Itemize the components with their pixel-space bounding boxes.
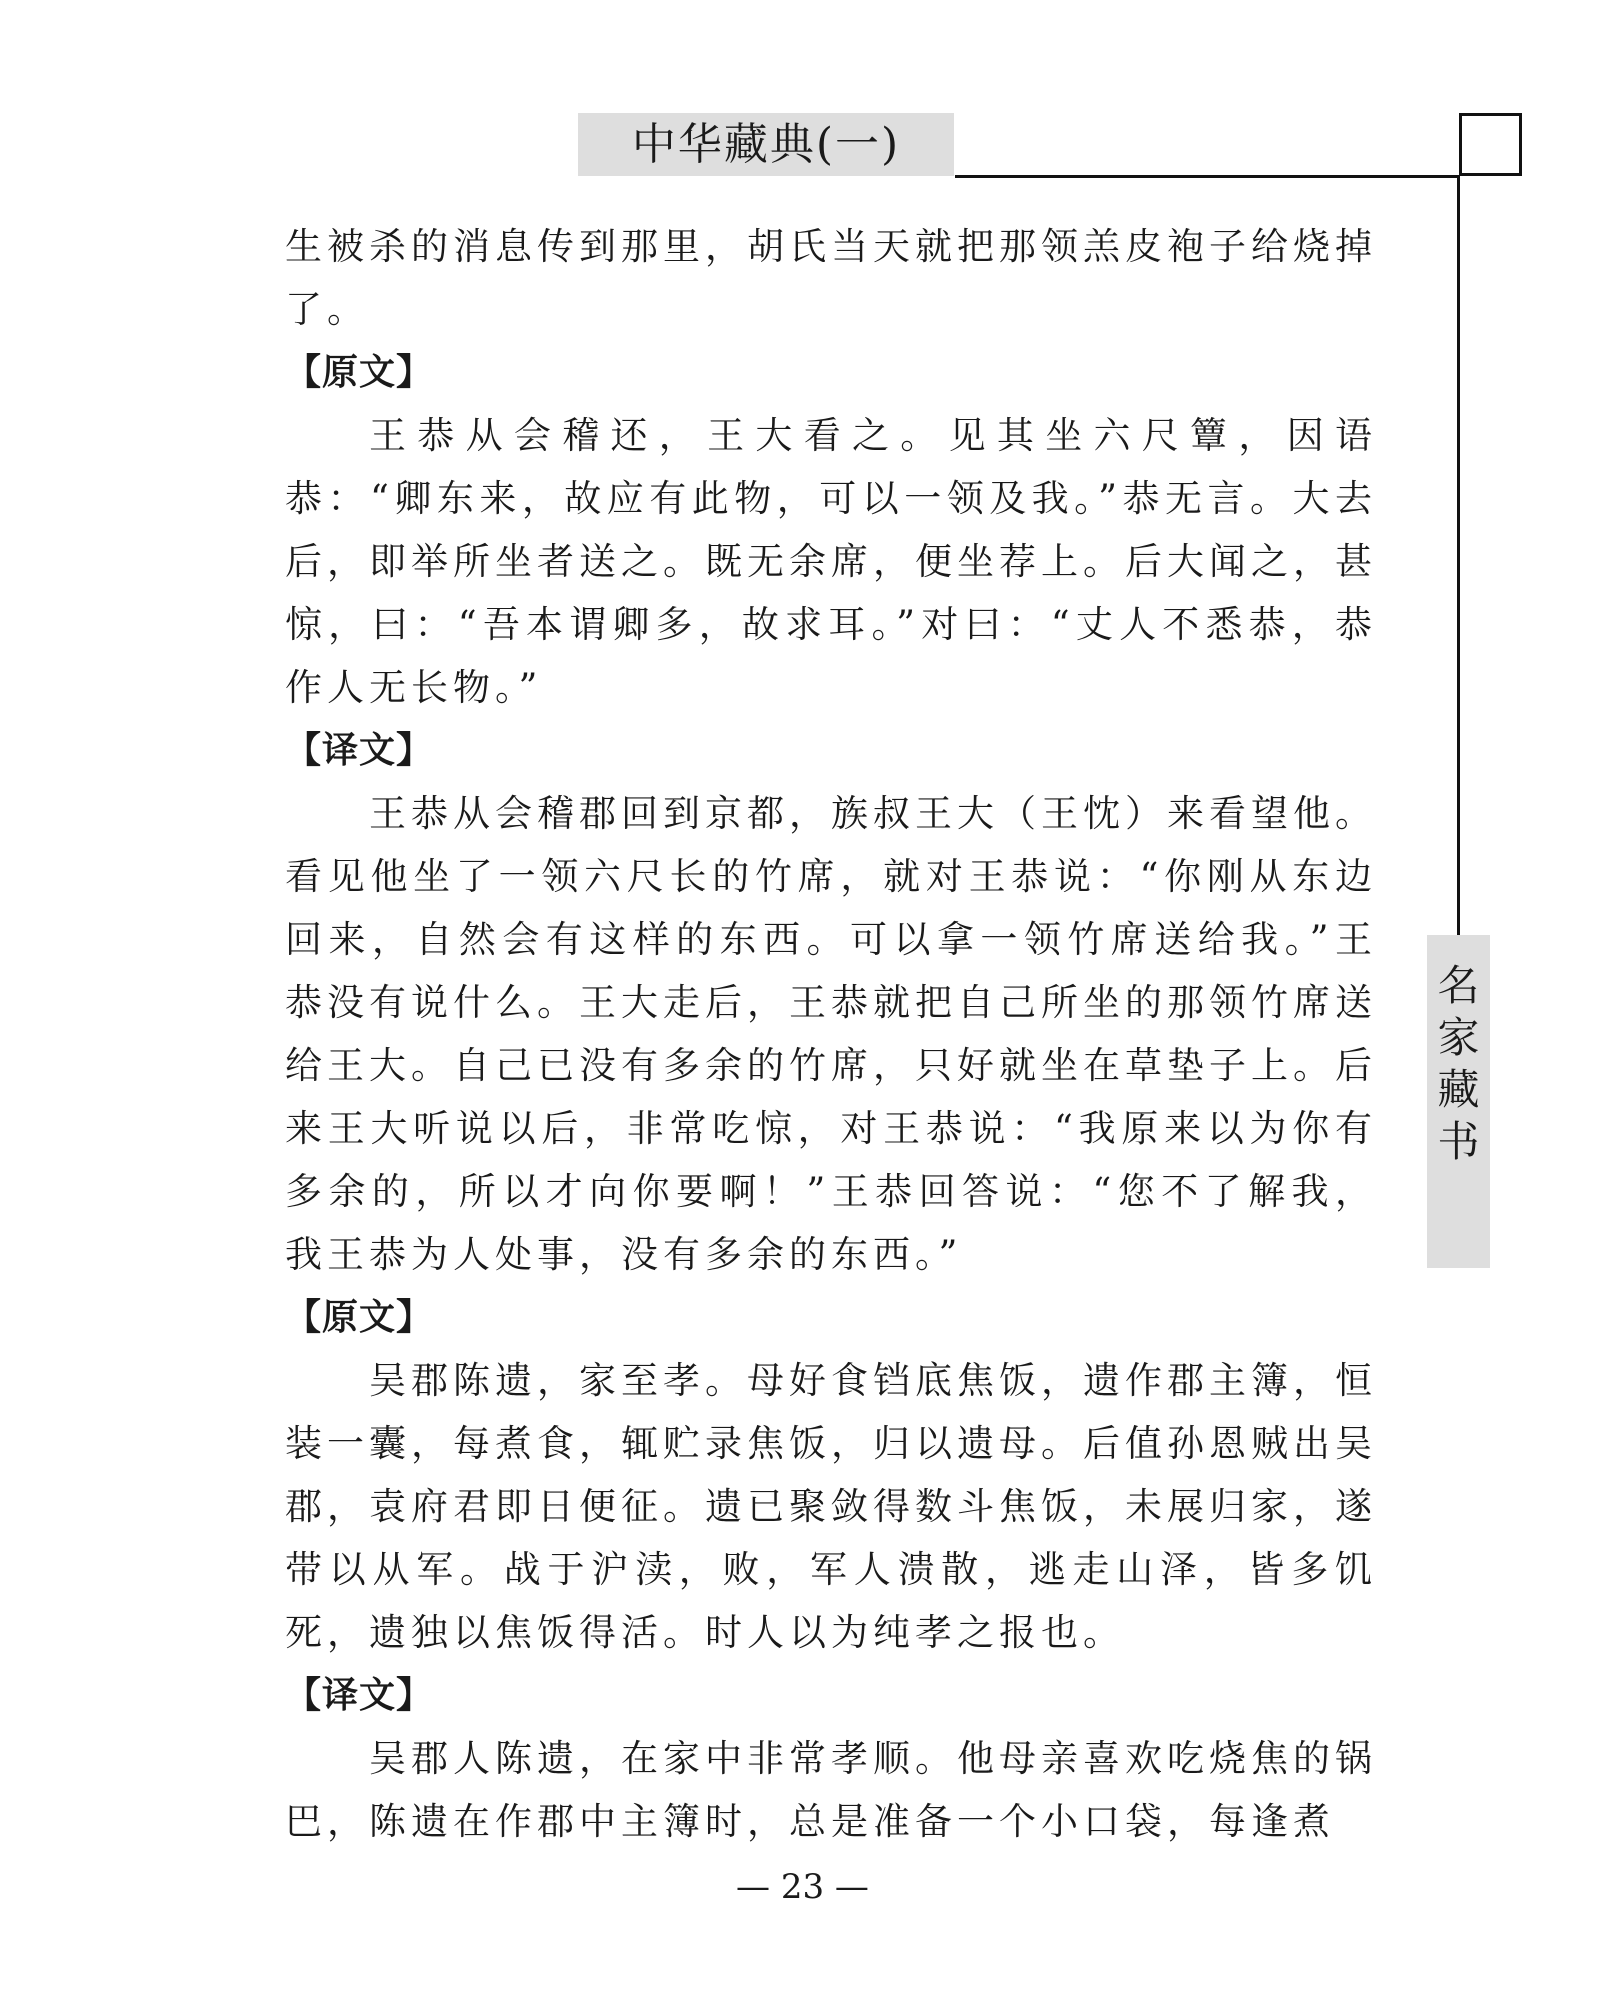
page-number: — 23 — [736, 1867, 869, 1907]
book-title: 中华藏典(一) [631, 119, 901, 170]
section-label-original: 【原文】 [285, 352, 434, 393]
paragraph-original: 王恭从会稽还，王大看之。见其坐六尺簟，因语恭：“卿东来，故应有此物，可以一领及我。”恭无言。大去后，即举所坐者送之。既无余席，便坐荐上。后大闻之，甚惊，曰：“吾本谓卿多，故求耳。”对曰：“丈人不悉恭，恭作人无长物。” [285, 414, 1377, 709]
side-tab-char: 家 [1437, 1013, 1480, 1062]
side-tab-char: 藏 [1437, 1065, 1480, 1114]
side-rule [1457, 175, 1460, 935]
header-rule [955, 175, 1460, 178]
side-tab-char: 书 [1437, 1117, 1480, 1166]
section-label-translation: 【译文】 [285, 1675, 434, 1716]
side-tab-label [1427, 960, 1490, 1168]
page-body [285, 215, 1377, 1853]
corner-box [1459, 113, 1522, 176]
paragraph-original: 吴郡陈遗，家至孝。母好食铛底焦饭，遗作郡主簿，恒装一囊，每煮食，辄贮录焦饭，归以遗母。后值孙恩贼出吴郡，袁府君即日便征。遗已聚敛得数斗焦饭，未展归家，遂带以从军。战于沪渎，败，军人溃散，逃走山泽，皆多饥死，遗独以焦饭得活。时人以为纯孝之报也。 [285, 1359, 1377, 1654]
section-label-original: 【原文】 [285, 1297, 434, 1338]
side-tab-char: 名 [1437, 961, 1480, 1010]
paragraph-translation: 王恭从会稽郡回到京都，族叔王大（王忱）来看望他。看见他坐了一领六尺长的竹席，就对王恭说：“你刚从东边回来，自然会有这样的东西。可以拿一领竹席送给我。”王恭没有说什么。王大走后，王恭就把自己所坐的那领竹席送给王大。自己已没有多余的竹席，只好就坐在草垫子上。后来王大听说以后，非常吃惊，对王恭说：“我原来以为你有多余的，所以才向你要啊！”王恭回答说：“您不了解我，我王恭为人处事，没有多余的东西。” [285, 792, 1377, 1276]
paragraph-translation: 吴郡人陈遗，在家中非常孝顺。他母亲喜欢吃烧焦的锅巴，陈遗在作郡中主簿时，总是准备一个小口袋，每逢煮 [285, 1737, 1377, 1843]
section-label-translation: 【译文】 [285, 730, 434, 771]
paragraph-continuation: 生被杀的消息传到那里，胡氏当天就把那领羔皮袍子给烧掉了。 [285, 225, 1377, 331]
